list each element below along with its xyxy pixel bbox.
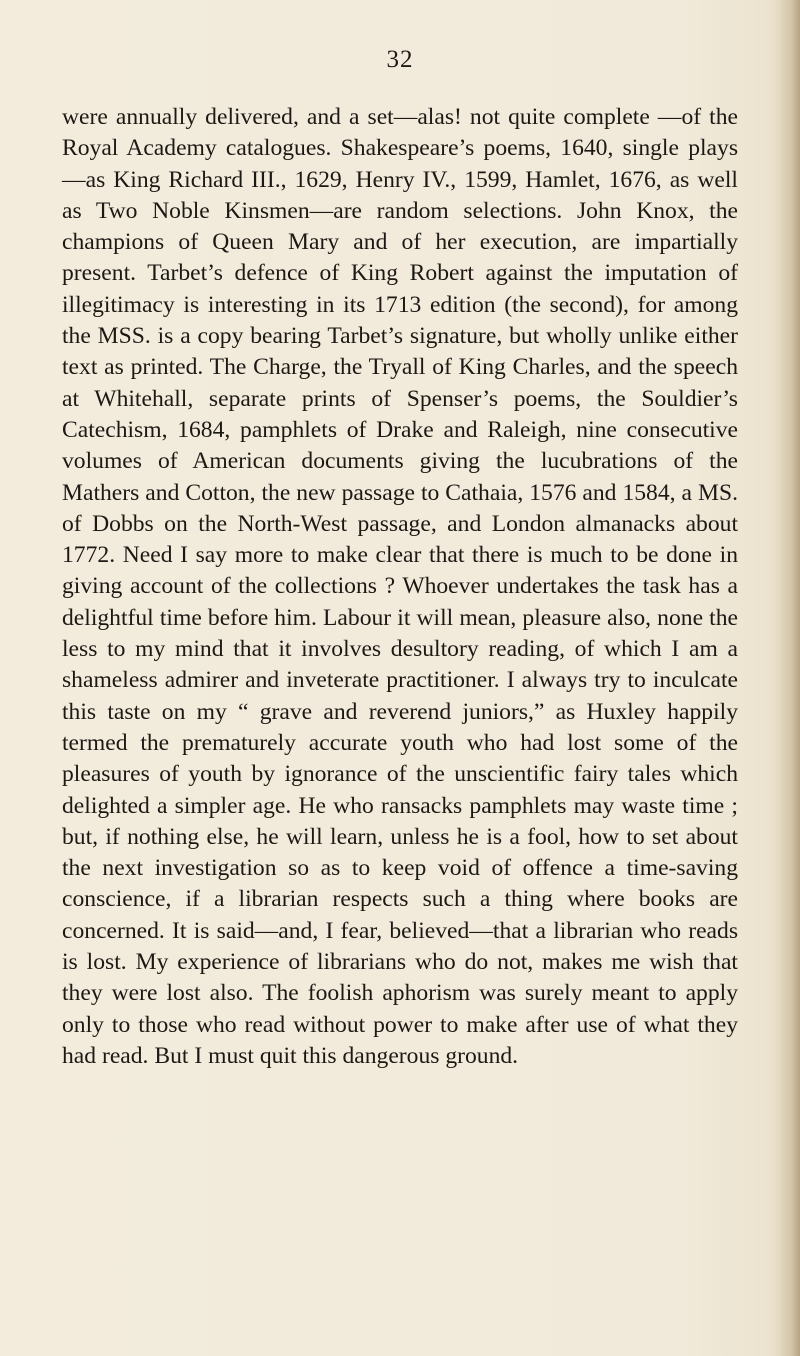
page-edge-shadow <box>778 0 800 1356</box>
page-number: 32 <box>386 46 414 73</box>
body-paragraph: were annually delivered, and a set—alas! not quite complete —of the Royal Academy catalogues. Shakespeare’s poems, 1640, single plays—as King Richard III., 1629, Henry IV., 1599, Hamlet, 1676, as well as Two Noble Kinsmen—are random selections. John Knox, the champions of Queen Mary and of her execution, are impartially present. Tarbet’s defence of King Robert against the imputation of illegitimacy is interesting in its 1713 edition (the second), for among the MSS. is a copy bearing Tarbet’s signature, but wholly unlike either text as printed. The Charge, the Tryall of King Charles, and the speech at Whitehall, separate prints of Spenser’s poems, the Souldier’s Catechism, 1684, pamphlets of Drake and Raleigh, nine consecutive volumes of American documents giving the lucubrations of the Mathers and Cotton, the new passage to Cathaia, 1576 and 1584, a MS. of Dobbs on the North-West passage, and London almanacks about 1772. Need I say more to make clear that there is much to be done in giving account of the collections ? Whoever undertakes the task has a delightful time before him. Labour it will mean, pleasure also, none the less to my mind that it involves desultory reading, of which I am a shameless admirer and inveterate practitioner. I always try to inculcate this taste on my “ grave and reverend juniors,” as Huxley happily termed the prematurely accurate youth who had lost some of the pleasures of youth by ignorance of the unscientific fairy tales which delighted a simpler age. He who ransacks pamphlets may waste time ; but, if nothing else, he will learn, unless he is a fool, how to set about the next investigation so as to keep void of offence a time-saving conscience, if a librarian respects such a thing where books are concerned. It is said—and, I fear, believed—that a librarian who reads is lost. My experience of librarians who do not, makes me wish that they were lost also. The foolish aphorism was surely meant to apply only to those who read without power to make after use of what they had read. But I must quit this dangerous ground. <box>62 104 738 1069</box>
